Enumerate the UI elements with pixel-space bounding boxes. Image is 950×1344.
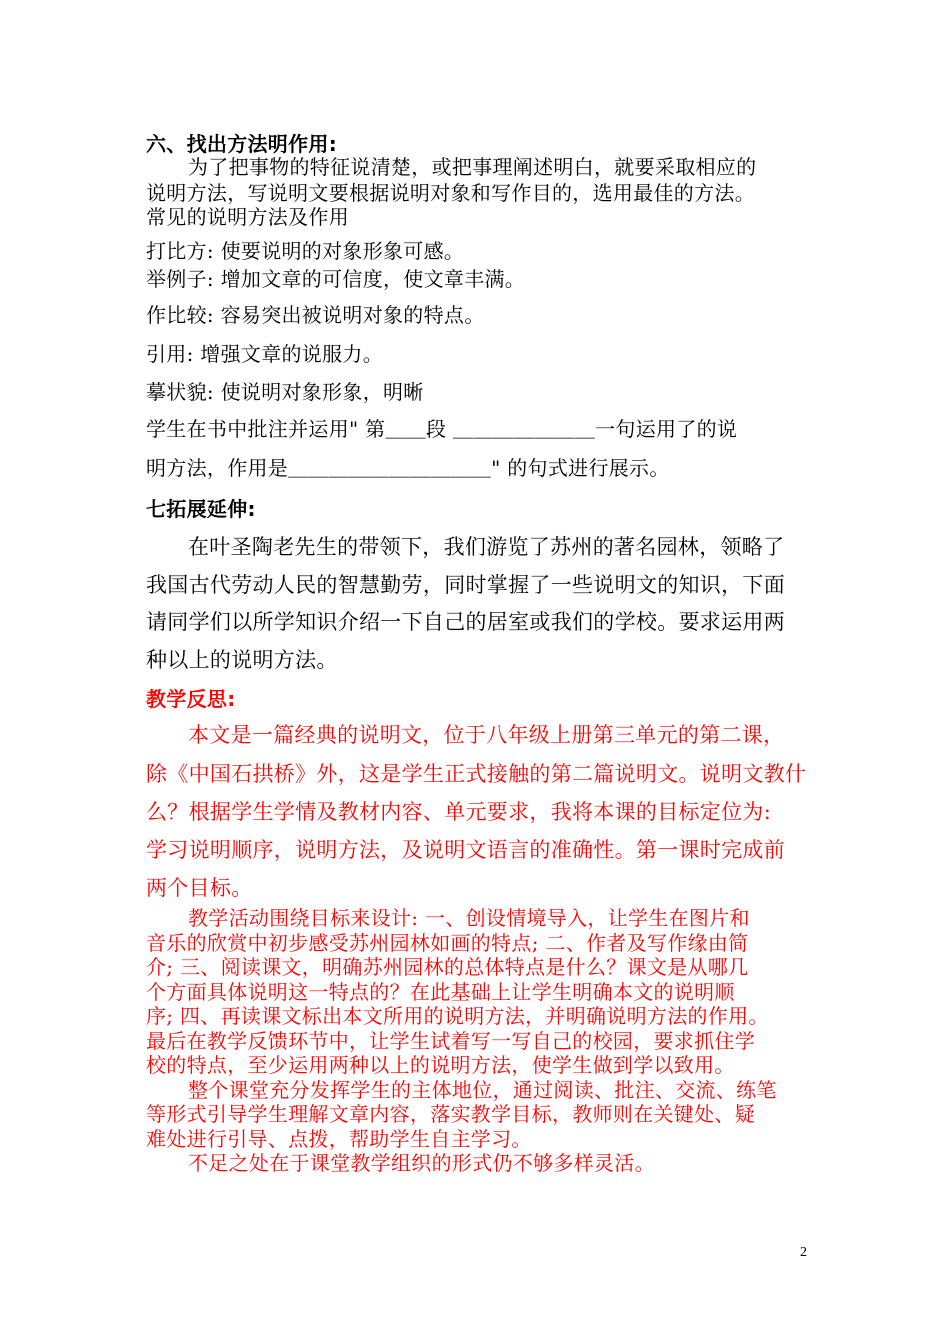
- reflection-line: 最后在教学反馈环节中，让学生试着写一写自己的校园，要求抓住学: [146, 1029, 755, 1053]
- method-item: 举例子: 增加文章的可信度，使文章丰满。: [146, 267, 526, 291]
- reflection-line: 除《中国石拱桥》外，这是学生正式接触的第二篇说明文。说明文教什: [146, 762, 807, 786]
- reflection-line: 不足之处在于课堂教学组织的形式仍不够多样灵活。: [188, 1151, 655, 1175]
- reflection-line: 介; 三、阅读课文，明确苏州园林的总体特点是什么？课文是从哪几: [146, 955, 749, 979]
- section-7-body-line: 请同学们以所学知识介绍一下自己的居室或我们的学校。要求运用两: [146, 610, 785, 634]
- section-7-heading: 七拓展延伸:: [146, 497, 256, 521]
- section-6-intro-line: 为了把事物的特征说清楚，或把事理阐述明白，就要采取相应的: [188, 155, 757, 179]
- reflection-line: 音乐的欣赏中初步感受苏州园林如画的特点; 二、作者及写作缘由简: [146, 931, 749, 955]
- reflection-line: 个方面具体说明这一特点的？在此基础上让学生明确本文的说明顺: [146, 980, 735, 1004]
- reflection-line: 难处进行引导、点拨，帮助学生自主学习。: [146, 1127, 532, 1151]
- reflection-line: 本文是一篇经典的说明文，位于八年级上册第三单元的第二课，: [188, 723, 785, 747]
- section-7-body-line: 我国古代劳动人民的智慧勤劳，同时掌握了一些说明文的知识，下面: [146, 573, 785, 597]
- section-6-intro-line: 常见的说明方法及作用: [146, 205, 349, 229]
- reflection-line: 校的特点，至少运用两种以上的说明方法，使学生做到学以致用。: [146, 1053, 735, 1077]
- section-6-intro-line: 说明方法，写说明文要根据说明对象和写作目的，选用最佳的方法。: [146, 181, 755, 205]
- section-6-heading: 六、找出方法明作用:: [146, 132, 337, 156]
- method-item: 作比较: 容易突出被说明对象的特点。: [146, 303, 485, 327]
- reflection-line: 两个目标。: [146, 876, 253, 900]
- section-7-body-line: 在叶圣陶老先生的带领下，我们游览了苏州的著名园林，领略了: [188, 535, 785, 559]
- task-line: 学生在书中批注并运用" 第＿＿段 ＿＿＿＿＿＿＿一句运用了的说: [146, 417, 738, 441]
- reflection-line: 学习说明顺序，说明方法，及说明文语言的准确性。第一课时完成前: [146, 838, 785, 862]
- section-7-body-line: 种以上的说明方法。: [146, 648, 338, 672]
- method-item: 打比方: 使要说明的对象形象可感。: [146, 239, 465, 263]
- reflection-line: 整个课堂充分发挥学生的主体地位，通过阅读、批注、交流、练笔: [188, 1078, 777, 1102]
- reflection-heading: 教学反思:: [146, 687, 236, 711]
- reflection-line: 教学活动围绕目标来设计: 一、创设情境导入，让学生在图片和: [188, 906, 750, 930]
- task-line: 明方法，作用是＿＿＿＿＿＿＿＿＿＿" 的句式进行展示。: [146, 456, 670, 480]
- reflection-line: 等形式引导学生理解文章内容，落实教学目标，教师则在关键处、疑: [146, 1102, 755, 1126]
- method-item: 引用: 增强文章的说服力。: [146, 342, 383, 366]
- page-number: 2: [800, 1245, 807, 1260]
- reflection-line: 序; 四、再读课文标出本文所用的说明方法，并明确说明方法的作用。: [146, 1004, 769, 1028]
- method-item: 摹状貌: 使说明对象形象，明晰: [146, 380, 424, 404]
- reflection-line: 么？根据学生学情及教材内容、单元要求，我将本课的目标定位为:: [146, 800, 772, 824]
